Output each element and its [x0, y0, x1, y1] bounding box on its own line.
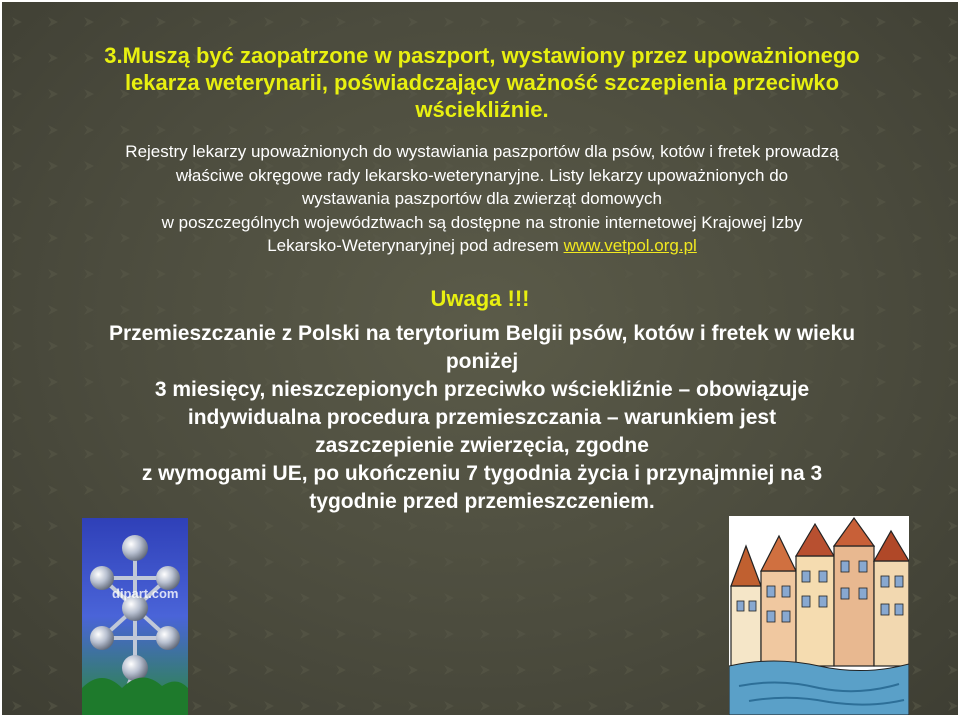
arrow-pattern-mark [444, 521, 454, 531]
arrow-pattern-mark [300, 593, 310, 603]
arrow-pattern-mark [588, 557, 598, 567]
arrow-pattern-mark [300, 521, 310, 531]
arrow-pattern-mark [192, 125, 202, 135]
arrow-pattern-mark [912, 701, 922, 711]
arrow-pattern-mark [408, 125, 418, 135]
arrow-pattern-mark [660, 125, 670, 135]
arrow-pattern-mark [876, 17, 886, 27]
arrow-pattern-mark [300, 125, 310, 135]
arrow-pattern-mark [696, 125, 706, 135]
arrow-pattern-mark [300, 665, 310, 675]
arrow-pattern-mark [624, 521, 634, 531]
arrow-pattern-mark [480, 557, 490, 567]
arrow-pattern-mark [336, 593, 346, 603]
arrow-pattern-mark [948, 341, 958, 351]
arrow-pattern-mark [444, 701, 454, 711]
notice-line: indywidualna procedura przemieszczania – warunkiem jest [187, 406, 777, 429]
arrow-pattern-mark [912, 521, 922, 531]
arrow-pattern-mark [48, 125, 58, 135]
arrow-pattern-mark [696, 701, 706, 711]
arrow-pattern-mark [264, 521, 274, 531]
arrow-pattern-mark [516, 665, 526, 675]
arrow-pattern-mark [228, 17, 238, 27]
arrow-pattern-mark [588, 125, 598, 135]
arrow-pattern-mark [696, 521, 706, 531]
arrow-pattern-mark [264, 269, 274, 279]
arrow-pattern-mark [876, 125, 886, 135]
arrow-pattern-mark [840, 269, 850, 279]
arrow-pattern-mark [12, 557, 22, 567]
notice-line: z wymogami UE, po ukończeniu 7 tygodnia życia i przynajmniej na 3 [141, 462, 823, 485]
atomium-sphere [122, 535, 148, 561]
heading-line: lekarza weterynarii, poświadczający ważność szczepienia przeciwko [124, 70, 840, 95]
arrow-pattern-mark [48, 701, 58, 711]
arrow-pattern-mark [264, 629, 274, 639]
arrow-pattern-mark [300, 557, 310, 567]
arrow-pattern-mark [156, 125, 166, 135]
arrow-pattern-mark [444, 269, 454, 279]
arrow-pattern-mark [948, 449, 958, 459]
arrow-pattern-mark [228, 701, 238, 711]
arrow-pattern-mark [192, 269, 202, 279]
atomium-sphere [122, 655, 148, 681]
arrow-pattern-mark [84, 125, 94, 135]
arrow-pattern-mark [120, 17, 130, 27]
heading-line: wściekliźnie. [415, 97, 549, 122]
arrow-pattern-mark [192, 629, 202, 639]
arrow-pattern-mark [624, 629, 634, 639]
arrow-pattern-mark [552, 521, 562, 531]
arrow-pattern-mark [696, 269, 706, 279]
arrow-pattern-mark [948, 17, 958, 27]
arrow-pattern-mark [516, 17, 526, 27]
arrow-pattern-mark [48, 593, 58, 603]
arrow-pattern-mark [552, 17, 562, 27]
arrow-pattern-mark [912, 593, 922, 603]
arrow-pattern-mark [948, 377, 958, 387]
arrow-pattern-mark [228, 269, 238, 279]
arrow-pattern-mark [624, 17, 634, 27]
arrow-pattern-mark [768, 125, 778, 135]
arrow-pattern-mark [192, 665, 202, 675]
arrow-pattern-mark [624, 269, 634, 279]
arrow-pattern-mark [948, 197, 958, 207]
arrow-pattern-mark [876, 269, 886, 279]
arrow-pattern-mark [84, 17, 94, 27]
arrow-pattern-mark [300, 269, 310, 279]
arrow-pattern-mark [12, 125, 22, 135]
arrow-pattern-mark [444, 593, 454, 603]
arrow-pattern-mark [300, 17, 310, 27]
arrow-pattern-mark [948, 161, 958, 171]
vetpol-link[interactable]: www.vetpol.org.pl [563, 236, 697, 255]
arrow-pattern-mark [948, 629, 958, 639]
arrow-pattern-mark [84, 269, 94, 279]
arrow-pattern-mark [408, 521, 418, 531]
arrow-pattern-mark [480, 593, 490, 603]
arrow-pattern-mark [192, 17, 202, 27]
atomium-watermark: dipart.com [112, 586, 179, 601]
arrow-pattern-mark [804, 17, 814, 27]
arrow-pattern-mark [948, 665, 958, 675]
arrow-pattern-mark [372, 629, 382, 639]
arrow-pattern-mark [948, 53, 958, 63]
arrow-pattern-mark [552, 701, 562, 711]
arrow-pattern-mark [588, 269, 598, 279]
arrow-pattern-mark [336, 17, 346, 27]
notice-line: zaszczepienie zwierzęcia, zgodne [315, 434, 649, 457]
arrow-pattern-mark [12, 233, 22, 243]
arrow-pattern-mark [804, 125, 814, 135]
arrow-pattern-mark [480, 665, 490, 675]
arrow-pattern-mark [552, 125, 562, 135]
arrow-pattern-mark [444, 17, 454, 27]
arrow-pattern-mark [948, 593, 958, 603]
arrow-pattern-mark [696, 629, 706, 639]
arrow-pattern-mark [336, 269, 346, 279]
arrow-pattern-mark [660, 665, 670, 675]
arrow-pattern-mark [192, 557, 202, 567]
arrow-pattern-mark [480, 521, 490, 531]
paragraph-line [42, 234, 922, 258]
arrow-pattern-mark [624, 593, 634, 603]
arrow-pattern-mark [624, 557, 634, 567]
arrow-pattern-mark [516, 629, 526, 639]
arrow-pattern-mark [372, 593, 382, 603]
arrow-pattern-mark [912, 125, 922, 135]
arrow-pattern-mark [480, 125, 490, 135]
arrow-pattern-mark [264, 557, 274, 567]
arrow-pattern-mark [732, 269, 742, 279]
arrow-pattern-mark [588, 665, 598, 675]
town-houses-image [729, 516, 909, 715]
arrow-pattern-mark [12, 629, 22, 639]
arrow-pattern-mark [12, 593, 22, 603]
arrow-pattern-mark [948, 485, 958, 495]
arrow-pattern-mark [12, 377, 22, 387]
arrow-pattern-mark [768, 17, 778, 27]
arrow-pattern-mark [228, 125, 238, 135]
arrow-pattern-mark [696, 17, 706, 27]
arrow-pattern-mark [12, 413, 22, 423]
arrow-pattern-mark [768, 269, 778, 279]
arrow-pattern-mark [444, 665, 454, 675]
arrow-pattern-mark [228, 665, 238, 675]
arrow-pattern-mark [588, 629, 598, 639]
atomium-sphere [156, 626, 180, 650]
arrow-pattern-mark [264, 125, 274, 135]
arrow-pattern-mark [948, 89, 958, 99]
arrow-pattern-mark [588, 17, 598, 27]
arrow-pattern-mark [336, 557, 346, 567]
arrow-pattern-mark [12, 53, 22, 63]
arrow-pattern-mark [408, 629, 418, 639]
arrow-pattern-mark [336, 125, 346, 135]
heading-line: 3.Muszą być zaopatrzone w paszport, wystawiony przez upoważnionego [104, 43, 860, 68]
arrow-pattern-mark [372, 521, 382, 531]
arrow-pattern-mark [336, 701, 346, 711]
registry-paragraph [42, 140, 922, 258]
arrow-pattern-mark [516, 521, 526, 531]
paragraph-line: właściwe okręgowe rady lekarsko-weterynaryjne. Listy lekarzy upoważnionych do [175, 165, 789, 185]
arrow-pattern-mark [732, 125, 742, 135]
arrow-pattern-mark [444, 629, 454, 639]
arrow-pattern-mark [192, 521, 202, 531]
arrow-pattern-mark [228, 593, 238, 603]
arrow-pattern-mark [372, 701, 382, 711]
arrow-pattern-mark [480, 269, 490, 279]
arrow-pattern-mark [480, 701, 490, 711]
arrow-pattern-mark [264, 17, 274, 27]
arrow-pattern-mark [408, 665, 418, 675]
arrow-pattern-mark [444, 125, 454, 135]
arrow-pattern-mark [48, 17, 58, 27]
arrow-pattern-mark [48, 629, 58, 639]
paragraph-line: Rejestry lekarzy upoważnionych do wystawiania paszportów dla psów, kotów i fretek prowadzą [125, 142, 839, 161]
arrow-pattern-mark [48, 269, 58, 279]
arrow-pattern-mark [660, 17, 670, 27]
arrow-pattern-mark [12, 89, 22, 99]
arrow-pattern-mark [696, 557, 706, 567]
notice-line: tygodnie przed przemieszczeniem. [309, 490, 655, 513]
arrow-pattern-mark [408, 17, 418, 27]
arrow-pattern-mark [372, 557, 382, 567]
arrow-pattern-mark [732, 17, 742, 27]
arrow-pattern-mark [408, 593, 418, 603]
paragraph-line-prefix: Lekarsko-Weterynaryjnej pod adresem [267, 236, 564, 255]
arrow-pattern-mark [192, 701, 202, 711]
arrow-pattern-mark [948, 557, 958, 567]
arrow-pattern-mark [192, 593, 202, 603]
arrow-pattern-mark [228, 629, 238, 639]
arrow-pattern-mark [156, 269, 166, 279]
arrow-pattern-mark [912, 17, 922, 27]
notice-paragraph [42, 320, 922, 516]
notice-line: 3 miesięcy, nieszczepionych przeciwko wściekliźnie – obowiązuje [154, 378, 810, 401]
atomium-sphere [90, 566, 114, 590]
arrow-pattern-mark [444, 557, 454, 567]
arrow-pattern-mark [408, 269, 418, 279]
arrow-pattern-mark [336, 629, 346, 639]
arrow-pattern-mark [912, 665, 922, 675]
arrow-pattern-mark [948, 521, 958, 531]
arrow-pattern-mark [120, 125, 130, 135]
paragraph-line: wystawania paszportów dla zwierząt domowych [302, 189, 662, 208]
notice-line: Przemieszczanie z Polski na terytorium Belgii psów, kotów i fretek w wieku [108, 322, 856, 345]
arrow-pattern-mark [948, 125, 958, 135]
arrow-pattern-mark [588, 593, 598, 603]
arrow-pattern-mark [372, 17, 382, 27]
slide-heading [42, 42, 922, 123]
notice-title: Uwaga !!! [430, 286, 530, 311]
arrow-pattern-mark [552, 629, 562, 639]
arrow-pattern-mark [660, 701, 670, 711]
arrow-pattern-mark [660, 269, 670, 279]
arrow-pattern-mark [12, 197, 22, 207]
arrow-pattern-mark [48, 521, 58, 531]
arrow-pattern-mark [372, 665, 382, 675]
arrow-pattern-mark [12, 521, 22, 531]
arrow-pattern-mark [552, 665, 562, 675]
arrow-pattern-mark [948, 701, 958, 711]
arrow-pattern-mark [480, 629, 490, 639]
arrow-pattern-mark [516, 557, 526, 567]
arrow-pattern-mark [804, 269, 814, 279]
arrow-pattern-mark [48, 557, 58, 567]
atomium-sphere [90, 626, 114, 650]
arrow-pattern-mark [408, 701, 418, 711]
arrow-pattern-mark [300, 701, 310, 711]
arrow-pattern-mark [624, 125, 634, 135]
atomium-image [82, 518, 188, 715]
arrow-pattern-mark [300, 629, 310, 639]
arrow-pattern-mark [228, 557, 238, 567]
arrow-pattern-mark [552, 593, 562, 603]
arrow-pattern-mark [480, 17, 490, 27]
paragraph-line: w poszczególnych województwach są dostępne na stronie internetowej Krajowej Izby [161, 212, 803, 232]
arrow-pattern-mark [516, 593, 526, 603]
arrow-pattern-mark [660, 521, 670, 531]
arrow-pattern-mark [660, 629, 670, 639]
arrow-pattern-mark [948, 413, 958, 423]
arrow-pattern-mark [48, 665, 58, 675]
arrow-pattern-mark [840, 17, 850, 27]
arrow-pattern-mark [372, 125, 382, 135]
arrow-pattern-mark [624, 665, 634, 675]
arrow-pattern-mark [948, 269, 958, 279]
arrow-pattern-mark [12, 449, 22, 459]
arrow-pattern-mark [840, 125, 850, 135]
arrow-pattern-mark [912, 557, 922, 567]
arrow-pattern-mark [264, 665, 274, 675]
arrow-pattern-mark [516, 701, 526, 711]
arrow-pattern-mark [228, 521, 238, 531]
arrow-pattern-mark [552, 557, 562, 567]
arrow-pattern-mark [12, 341, 22, 351]
notice-line: poniżej [445, 350, 519, 373]
arrow-pattern-mark [588, 701, 598, 711]
arrow-pattern-mark [660, 557, 670, 567]
slide [2, 2, 958, 715]
arrow-pattern-mark [912, 629, 922, 639]
arrow-pattern-mark [696, 593, 706, 603]
arrow-pattern-mark [372, 269, 382, 279]
arrow-pattern-mark [660, 593, 670, 603]
arrow-pattern-mark [624, 701, 634, 711]
arrow-pattern-mark [516, 125, 526, 135]
arrow-pattern-mark [696, 665, 706, 675]
arrow-pattern-mark [12, 665, 22, 675]
arrow-pattern-mark [264, 701, 274, 711]
arrow-pattern-mark [912, 269, 922, 279]
arrow-pattern-mark [12, 485, 22, 495]
arrow-pattern-mark [336, 665, 346, 675]
arrow-pattern-mark [120, 269, 130, 279]
arrow-pattern-mark [588, 521, 598, 531]
arrow-pattern-mark [12, 701, 22, 711]
arrow-pattern-mark [12, 17, 22, 27]
arrow-pattern-mark [264, 593, 274, 603]
arrow-pattern-mark [12, 269, 22, 279]
arrow-pattern-mark [156, 17, 166, 27]
arrow-pattern-mark [12, 161, 22, 171]
arrow-pattern-mark [516, 269, 526, 279]
arrow-pattern-mark [552, 269, 562, 279]
arrow-pattern-mark [336, 521, 346, 531]
arrow-pattern-mark [948, 233, 958, 243]
arrow-pattern-mark [408, 557, 418, 567]
